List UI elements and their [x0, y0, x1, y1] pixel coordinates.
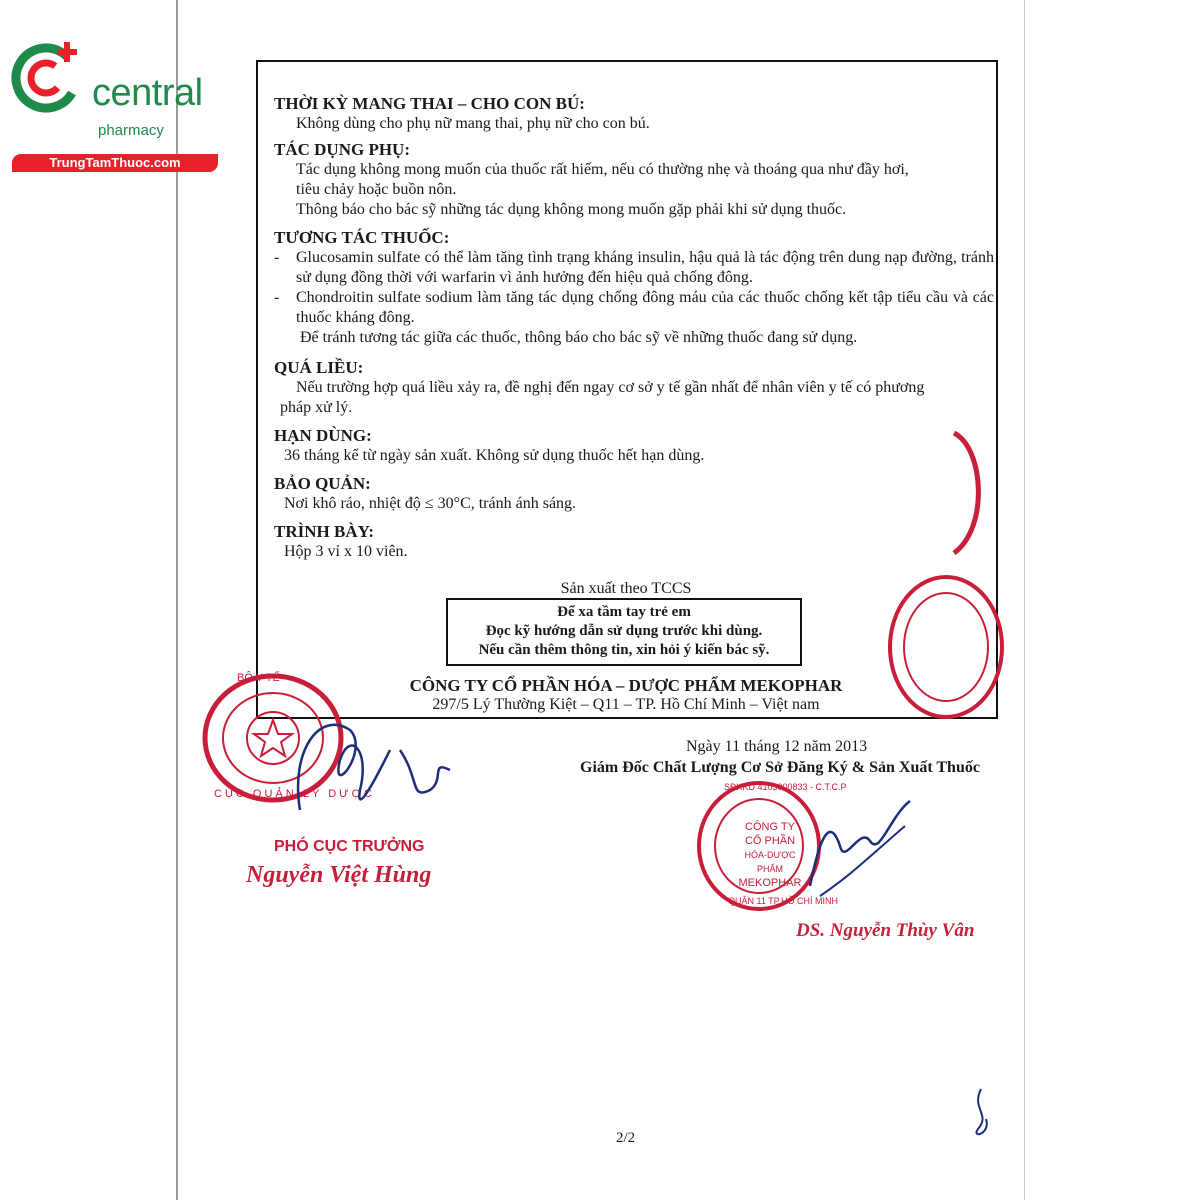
company-address: 297/5 Lý Thường Kiệt – Q11 – TP. Hồ Chí Minh – Việt nam — [432, 696, 820, 713]
section-expiry — [274, 426, 994, 466]
section-text: Không dùng cho phụ nữ mang thai, phụ nữ cho con bú. — [296, 115, 650, 132]
stamp-line: HÓA-DƯỢC PHẨM — [744, 850, 796, 874]
company-stamp-ring: SĐKKD 4103000833 - C.T.C.P — [724, 782, 847, 792]
edge-stamp-icon — [944, 428, 994, 558]
initials-icon — [966, 1084, 996, 1144]
agency-stamp-top: BỘ Y TẾ — [237, 672, 280, 684]
section-text: Hộp 3 vỉ x 10 viên. — [284, 543, 408, 560]
section-interactions — [274, 228, 994, 348]
director-title: Giám Đốc Chất Lượng Cơ Sở Đăng Ký & Sản Xuất Thuốc — [580, 759, 980, 776]
logo-subtitle: pharmacy — [98, 122, 164, 139]
section-heading: THỜI KỲ MANG THAI – CHO CON BÚ: — [274, 94, 585, 113]
section-text: Để tránh tương tác giữa các thuốc, thông báo cho bác sỹ về những thuốc đang sử dụng. — [300, 329, 858, 346]
company-stamp-bottom: QUẬN 11 TP.HỒ CHÍ MINH — [728, 896, 839, 906]
section-text: 36 tháng kể từ ngày sản xuất. Không sử dụng thuốc hết hạn dùng. — [284, 447, 705, 464]
section-text: Nơi khô ráo, nhiệt độ ≤ 30°C, tránh ánh sáng. — [284, 495, 577, 512]
warning-line: Đọc kỹ hướng dẫn sử dụng trước khi dùng. — [485, 623, 763, 639]
logo-wordmark: central — [92, 72, 203, 114]
section-side-effects — [274, 140, 994, 220]
agency-stamp-ring: CỤC QUẢN LÝ DƯỢC — [214, 788, 375, 800]
section-packaging — [274, 522, 994, 562]
section-storage — [274, 474, 994, 514]
standard-note: Sản xuất theo TCCS — [560, 580, 692, 597]
logo-mark-icon — [8, 36, 92, 120]
logo-site-banner: TrungTamThuoc.com — [12, 154, 218, 172]
right-signature-icon — [800, 796, 920, 906]
left-signature-icon — [280, 690, 480, 840]
section-heading: BẢO QUẢN: — [274, 474, 371, 493]
section-text: Nếu trường hợp quá liều xảy ra, đề nghị đến ngay cơ sở y tế gần nhất để nhân viên y tế có phương — [296, 379, 925, 396]
section-heading: TƯƠNG TÁC THUỐC: — [274, 228, 450, 247]
stamp-line: MEKOPHAR — [738, 877, 802, 889]
central-pharmacy-logo — [8, 36, 218, 170]
section-heading: QUÁ LIỀU: — [274, 358, 364, 377]
warning-line: Nếu cần thêm thông tin, xin hỏi ý kiến bác sỹ. — [478, 642, 770, 658]
section-overdose — [274, 358, 994, 418]
right-signer-name: DS. Nguyễn Thùy Vân — [796, 920, 975, 941]
date-line: Ngày 11 tháng 12 năm 2013 — [686, 738, 868, 755]
section-heading: TRÌNH BÀY: — [274, 522, 374, 541]
page-edge — [176, 0, 178, 1200]
page-number: 2/2 — [616, 1130, 636, 1146]
list-item: - Glucosamin sulfate có thể làm tăng tình trạng kháng insulin, hậu quả là tác động trên dung nạp đường, tránh sử dụng đồng thời với warfarin vì ảnh hưởng đến hiệu quả chống đông. — [274, 249, 994, 286]
company-stamp-partial-icon — [886, 572, 1006, 722]
bullet-text: Chondroitin sulfate sodium làm tăng tác dụng chống đông máu của các thuốc chống kết tập tiểu cầu và các thuốc kháng đông. — [296, 289, 994, 326]
section-text: Tác dụng không mong muốn của thuốc rất hiếm, nếu có thường nhẹ và thoáng qua như đầy hơi, — [296, 161, 909, 178]
page-edge-right — [1024, 0, 1025, 1200]
warning-box — [446, 598, 802, 666]
list-item: - Chondroitin sulfate sodium làm tăng tác dụng chống đông máu của các thuốc chống kết tập tiểu cầu và các thuốc kháng đông. — [274, 289, 994, 326]
stamp-line: CÔNG TY — [745, 821, 795, 833]
section-text: Thông báo cho bác sỹ những tác dụng không mong muốn gặp phải khi sử dụng thuốc. — [296, 201, 847, 218]
stamp-line: CỔ PHẦN — [744, 835, 796, 847]
left-signer-title: PHÓ CỤC TRƯỞNG — [274, 838, 425, 855]
company-name: CÔNG TY CỔ PHẦN HÓA – DƯỢC PHẨM MEKOPHAR — [409, 676, 843, 695]
section-pregnancy — [274, 94, 994, 134]
section-heading: HẠN DÙNG: — [274, 426, 372, 445]
bullet-text: Glucosamin sulfate có thể làm tăng tình trạng kháng insulin, hậu quả là tác động trên dung nạp đường, tránh sử dụng đồng thời với warfarin vì ảnh hưởng đến hiệu quả chống đông. — [296, 249, 994, 286]
section-text: pháp xử lý. — [280, 399, 353, 416]
warning-line: Để xa tầm tay trẻ em — [557, 604, 691, 620]
section-text: tiêu chảy hoặc buồn nôn. — [296, 181, 457, 198]
section-heading: TÁC DỤNG PHỤ: — [274, 140, 410, 159]
left-signer-name: Nguyễn Việt Hùng — [246, 862, 432, 888]
company-stamp-text — [738, 820, 802, 890]
